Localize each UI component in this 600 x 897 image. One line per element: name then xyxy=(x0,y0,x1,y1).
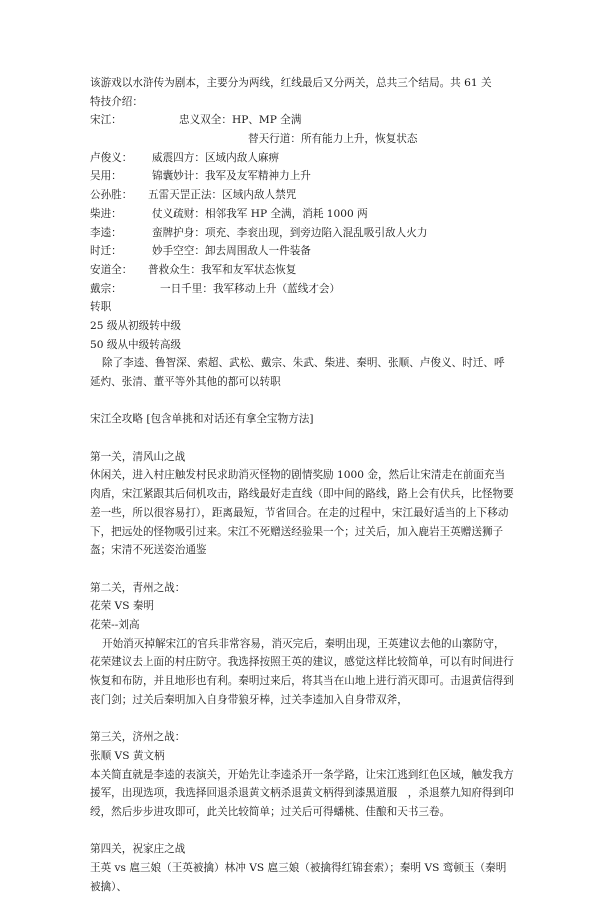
skill-character xyxy=(90,130,148,149)
skill-row xyxy=(90,280,515,299)
skill-row xyxy=(90,242,515,261)
skill-row xyxy=(90,186,515,205)
skill-character: 卢俊义： xyxy=(90,151,133,164)
skill-character: 戴宗： xyxy=(90,282,122,295)
skill-character: 公孙胜： xyxy=(90,189,133,202)
skill-row xyxy=(90,224,515,243)
skill-row xyxy=(90,261,515,280)
transfer-note: 除了李逵、鲁智深、索超、武松、戴宗、朱武、柴进、秦明、张顺、卢俊义、时迁、呼延灼、张清、董平等外其他的都可以转职 xyxy=(90,357,505,389)
intro-text: 该游戏以水浒传为剧本，主要分为两线，红线最后又分两关，总共三个结局。共 61 关 xyxy=(90,77,492,89)
stage-matchup: 花荣 VS 秦明 xyxy=(90,600,155,613)
stage-matchup: 张顺 VS 黄文柄 xyxy=(90,749,165,762)
transfer-line: 25 级从初级转中级 xyxy=(90,319,182,332)
skill-row xyxy=(90,130,515,149)
stage-title: 第三关，济州之战： xyxy=(90,731,186,744)
skill-description: 妙手空空：卸去周围敌人一件装备 xyxy=(152,245,311,258)
skill-row xyxy=(90,149,515,168)
skill-row xyxy=(90,167,515,186)
guide-title: 宋江全攻略 [包含单挑和对话还有拿全宝物方法] xyxy=(90,413,314,426)
stage-body: 休闲关，进入村庄触发村民求助消灭怪物的剧情奖励 1000 金，然后让宋清走在前面充当肉盾，宋江紧跟其后伺机攻击，路线最好走直线（即中间的路线，路上会有伏兵，比怪物要差一些，所以很容易打），距离最短，节省回合。在走的过程中，宋江最好适当的上下移动下，把远处的怪物吸引过来。宋江不死赠送经验果一个；过关后，加入鹿岩王英赠送狮子盔；宋清不死送姿治通鉴 xyxy=(90,469,514,557)
skill-description: 忠义双全：HP、MP 全满 xyxy=(179,114,302,127)
skill-description: 蛮牌护身：项充、李衮出现，到旁边陷入混乱吸引敌人火力 xyxy=(152,226,428,239)
skill-description: 普救众生：我军和友军状态恢复 xyxy=(148,263,297,276)
stage-title: 第一关，清风山之战 xyxy=(90,450,186,463)
skill-character: 吴用： xyxy=(90,170,122,183)
stage-title: 第四关，祝家庄之战 xyxy=(90,843,186,856)
skill-description: 一日千里：我军移动上升（蓝线才会） xyxy=(160,282,341,295)
transfer-line: 50 级从中级转高级 xyxy=(90,338,182,351)
skill-character: 安道全： xyxy=(90,263,133,276)
skill-row xyxy=(90,111,515,130)
transfer-heading: 转职 xyxy=(90,301,112,314)
stage-matchup: 花荣--刘高 xyxy=(90,619,140,632)
skill-character: 柴进： xyxy=(90,207,122,220)
document-body xyxy=(90,74,515,897)
skill-character: 李逵： xyxy=(90,226,122,239)
skill-row xyxy=(90,205,515,224)
stage-body: 本关简直就是李逵的表演关，开始先让李逵杀开一条学路，让宋江逃到红色区域，触发我方援军，出现选项，我选择回退杀退黄文柄杀退黄文柄得到漆黑道服 ，杀退蔡九知府得到印绶，然后步步进攻即可，此关比较简单；过关后可得蟠桃、佳酿和天书三卷。 xyxy=(90,768,514,819)
skill-description: 五雷天罡正法：区域内敌人禁咒 xyxy=(148,189,297,202)
skill-character: 宋江： xyxy=(90,114,122,127)
stage-body: 开始消灭掉解宋江的官兵非常容易，消灭完后，秦明出现，王英建议去他的山寨防守，花荣建议去上面的村庄防守。我选择按照王英的建议，感觉这样比较简单，可以有时间进行恢复和布防，并且地形也有利。秦明过来后，将其当在山地上进行消灭即可。击退黄信得到丧门剑；过关后秦明加入自身带狼牙棒，过关李逵加入自身带双斧， xyxy=(90,637,514,706)
stage-body: 王英 vs 扈三娘（王英被擒）林冲 VS 扈三娘（被擒得红锦套索）；秦明 VS 鸾顿玉（秦明被擒）、 xyxy=(90,862,507,893)
skill-description: 替天行道：所有能力上升，恢复状态 xyxy=(248,133,418,146)
skills-heading: 特技介绍： xyxy=(90,95,143,108)
skill-description: 威震四方：区域内敌人麻痹 xyxy=(152,151,280,164)
skill-character: 时迁： xyxy=(90,245,122,258)
stage-title: 第二关，青州之战： xyxy=(90,581,186,594)
skill-description: 仗义疏财：相邻我军 HP 全满，消耗 1000 两 xyxy=(152,207,368,220)
skill-description: 锦囊妙计：我军及友军精神力上升 xyxy=(152,170,311,183)
